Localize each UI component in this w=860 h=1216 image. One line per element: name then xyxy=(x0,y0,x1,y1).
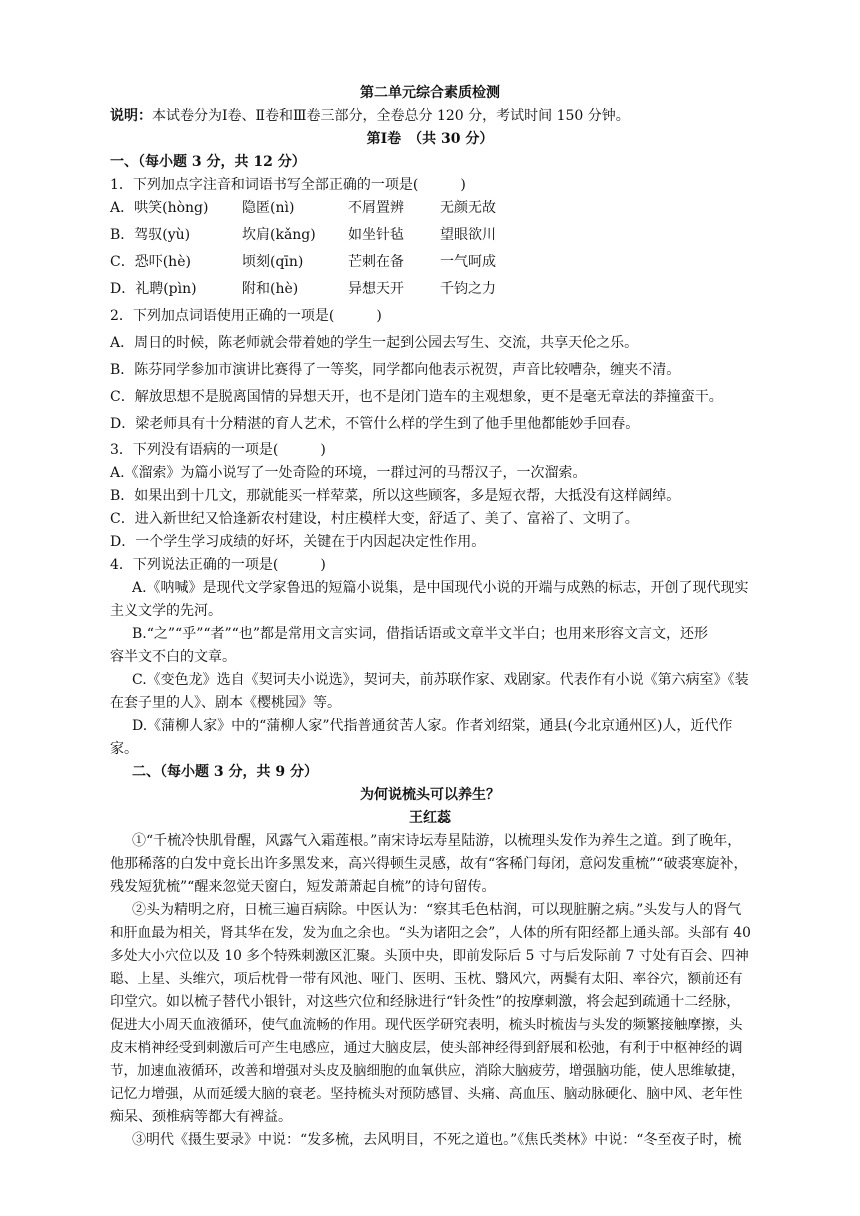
paragraph-2-line-2: 和肝血最为相关，肾其华在发，发为血之余也。“头为诸阳之会”，人体的所有阳经都上通头部。头部有 40 xyxy=(110,925,751,941)
instructions-label: 说明： xyxy=(110,108,152,124)
q3-option-d[interactable]: D．一个学生学习成绩的好坏，关键在于内因起决定性作用。 xyxy=(110,534,486,550)
instructions-text: 本试卷分为Ⅰ卷、Ⅱ卷和Ⅲ卷三部分，全卷总分 120 分，考试时间 150 分钟。 xyxy=(152,108,630,124)
q4-option-b-line1[interactable]: B.“之”“乎”“者”“也”都是常用文言实词，借指话语或文章半文半白；也用来形容文言文，还形 xyxy=(132,626,708,642)
q1-b-word2: 坎肩(kǎng) xyxy=(242,227,316,243)
q2-option-b[interactable]: B．陈芬同学参加市演讲比赛得了一等奖，同学都向他表示祝贺，声音比较嘈杂，缠夹不清。 xyxy=(110,362,681,378)
q4-option-d-line1[interactable]: D.《蒲柳人家》中的“蒲柳人家”代指普通贫苦人家。作者刘绍棠，通县(今北京通州区)人，近代作 xyxy=(132,718,733,734)
q1-d-word1: D．礼聘(pìn) xyxy=(110,281,197,297)
exam-title: 第二单元综合素质检测 xyxy=(360,85,500,101)
q1-d-word4: 千钧之力 xyxy=(440,281,496,297)
q4-option-c-line2: 在套子里的人》、剧本《樱桃园》等。 xyxy=(110,695,341,711)
paragraph-2-line-7: 皮末梢神经受到刺激后可产生电感应，通过大脑皮层，使头部神经得到舒展和松弛，有利于中枢神经的调 xyxy=(110,1040,743,1056)
paragraph-2-line-8: 节，加速血液循环，改善和增强对头皮及脑细胞的血氧供应，消除大脑疲劳，增强脑功能，使人思维敏捷， xyxy=(110,1063,745,1079)
paragraph-2-line-1: ②头为精明之府，日梳三遍百病除。中医认为：“察其毛色枯润，可以现脏腑之病。”头发与人的肾气 xyxy=(132,902,742,918)
exam-instructions xyxy=(110,106,750,126)
q3-stem: 3．下列没有语病的一项是( ) xyxy=(110,442,326,458)
q3-option-c[interactable]: C．进入新世纪又恰逢新农村建设，村庄模样大变，舒适了、美了、富裕了、文明了。 xyxy=(110,511,639,527)
paragraph-2-line-9: 记忆力增强，从而延缓大脑的衰老。坚持梳头对预防感冒、头痛、高血压、脑动脉硬化、脑中风、老年性 xyxy=(110,1086,743,1102)
paragraph-2-line-4: 聪、上星、头维穴，项后枕骨一带有风池、哑门、医明、玉枕、翳风穴，两鬓有太阳、率谷穴，额前还有 xyxy=(110,971,743,987)
q4-stem: 4．下列说法正确的一项是( ) xyxy=(110,557,326,573)
paragraph-1-line-3: 残发短犹梳”“醒来忽觉天窗白，短发萧萧起自梳”的诗句留传。 xyxy=(110,879,496,895)
paragraph-2-line-3: 多处大小穴位以及 10 多个特殊刺激区汇聚。头顶中央，即前发际后 5 寸与后发际前 7 寸处有百会、四神 xyxy=(110,948,749,964)
q3-option-b[interactable]: B．如果出到十几文，那就能买一样荤菜，所以这些顾客，多是短衣帮，大抵没有这样阔绰。 xyxy=(110,488,681,504)
q1-c-word3: 芒刺在备 xyxy=(348,254,404,270)
q1-a-word4: 无颜无故 xyxy=(440,200,496,216)
section2-heading: 二、（每小题 3 分，共 9 分） xyxy=(132,764,318,780)
q1-b-word4: 望眼欲川 xyxy=(440,227,496,243)
paragraph-2-line-6: 促进大小周天血液循环，使气血流畅的作用。现代医学研究表明，梳头时梳齿与头发的频繁接触摩擦，头 xyxy=(110,1017,743,1033)
q1-c-word2: 顷刻(qīn) xyxy=(242,254,304,270)
q1-d-word3: 异想天开 xyxy=(348,281,404,297)
q4-option-b-line2: 容半文不白的文章。 xyxy=(110,649,236,665)
q2-option-d[interactable]: D．梁老师具有十分精湛的育人艺术，不管什么样的学生到了他手里他都能妙手回春。 xyxy=(110,416,640,432)
q4-option-c-line1[interactable]: C.《变色龙》选自《契诃夫小说选》，契诃夫，前苏联作家、戏剧家。代表作有小说《第六病室》《装 xyxy=(132,672,749,688)
q1-c-word4: 一气呵成 xyxy=(440,254,496,270)
q1-c-word1: C．恐吓(hè) xyxy=(110,254,191,270)
q1-stem: 1．下列加点字注音和词语书写全部正确的一项是( ) xyxy=(110,177,466,193)
article-author: 王红蕊 xyxy=(409,810,451,826)
q1-d-word2: 附和(hè) xyxy=(242,281,299,297)
paragraph-1-line-1: ①“千梳冷快肌骨醒，风露气入霜莲根。”南宋诗坛寿星陆游，以梳理头发作为养生之道。到了晚年， xyxy=(132,833,742,849)
q1-b-word1: B．驾驭(yù) xyxy=(110,227,191,243)
q4-option-a-line1[interactable]: A.《呐喊》是现代文学家鲁迅的短篇小说集，是中国现代小说的开端与成熟的标志，开创了现代现实 xyxy=(132,580,749,596)
q1-b-word3: 如坐针毡 xyxy=(348,227,404,243)
q1-a-word2: 隐匿(nì) xyxy=(242,200,295,216)
paragraph-3-line-1: ③明代《摄生要录》中说：“发多梳，去风明目，不死之道也。”《焦氏类林》中说：“冬至夜子时，梳 xyxy=(132,1132,742,1148)
q1-a-word1: A．哄笑(hòng) xyxy=(110,200,209,216)
section1-heading: 一、（每小题 3 分，共 12 分） xyxy=(110,154,306,170)
q4-option-a-line2: 主义文学的先河。 xyxy=(110,603,222,619)
paragraph-2-line-10: 痴呆、颈椎病等都大有裨益。 xyxy=(110,1109,292,1125)
q2-stem: 2．下列加点词语使用正确的一项是( ) xyxy=(110,308,382,324)
q3-option-a[interactable]: A.《溜索》为篇小说写了一处奇险的环境，一群过河的马帮汉子，一次溜索。 xyxy=(110,465,587,481)
volume-title: 第Ⅰ卷 （共 30 分） xyxy=(366,131,494,147)
q2-option-a[interactable]: A．周日的时候，陈老师就会带着她的学生一起到公园去写生、交流，共享天伦之乐。 xyxy=(110,335,639,351)
paragraph-1-line-2: 他那稀落的白发中竟长出许多黑发来，高兴得顿生灵感，故有“客稀门每闭，意闷发重梳”“破裘寒旋补， xyxy=(110,856,748,872)
q4-option-d-line2: 家。 xyxy=(110,741,138,757)
article-title: 为何说梳头可以养生？ xyxy=(360,787,500,803)
q2-option-c[interactable]: C．解放思想不是脱离国情的异想天开，也不是闭门造车的主观想象，更不是毫无章法的莽撞蛮干。 xyxy=(110,389,723,405)
paragraph-2-line-5: 印堂穴。如以梳子替代小银针，对这些穴位和经脉进行“针灸性”的按摩刺激，将会起到疏通十二经脉， xyxy=(110,994,741,1010)
q1-a-word3: 不屑置辨 xyxy=(348,200,404,216)
